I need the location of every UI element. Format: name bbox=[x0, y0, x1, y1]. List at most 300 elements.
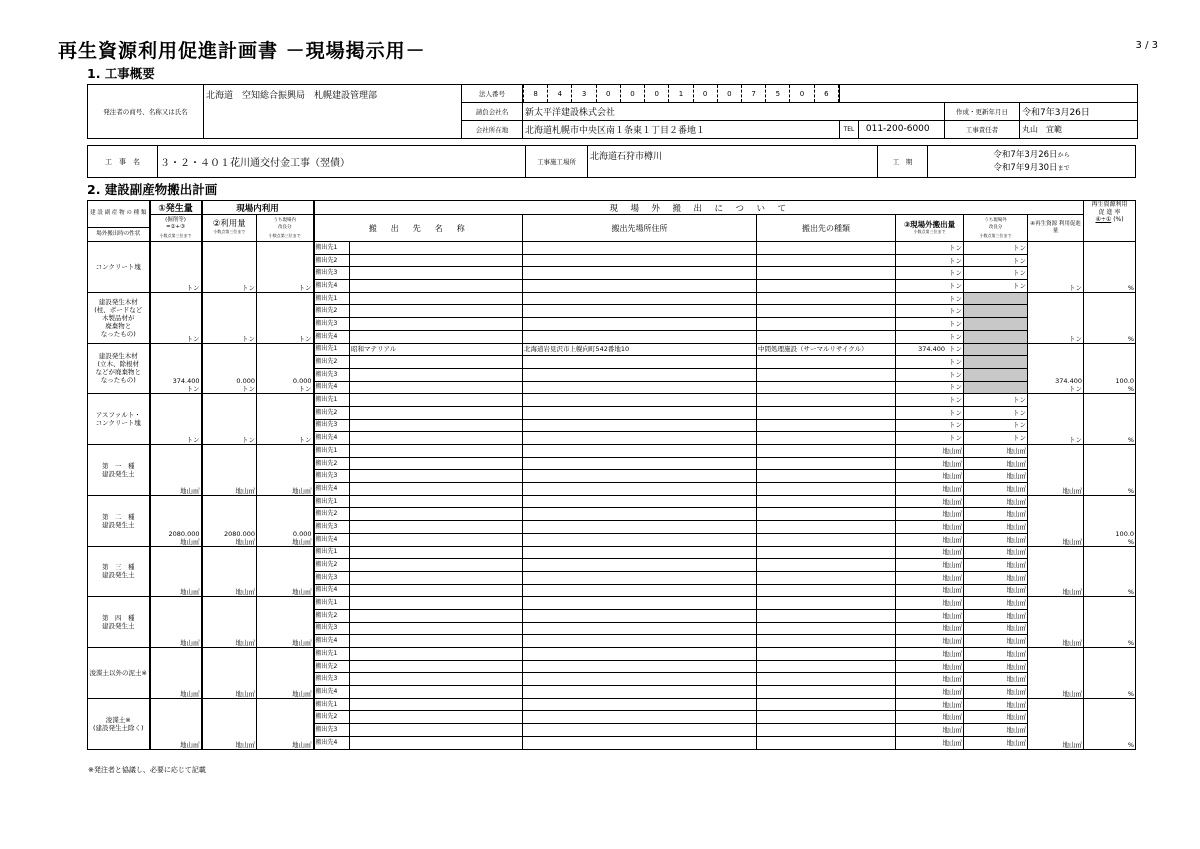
unit-label: 地山㎥ bbox=[942, 624, 963, 633]
reuse-value: 0.000 bbox=[292, 377, 312, 386]
dest-type bbox=[757, 609, 896, 622]
dest-label: 搬出先3 bbox=[314, 571, 350, 584]
dest-type bbox=[757, 495, 896, 508]
col-gen-sub: (掘削等) =②+③ 小数点第三位まで bbox=[150, 215, 202, 242]
dest-name bbox=[350, 470, 523, 483]
category-gen bbox=[150, 648, 202, 699]
unit-label: 地山㎥ bbox=[180, 639, 200, 647]
gen-value: 2080.000 bbox=[168, 529, 200, 538]
unit-label: 地山㎥ bbox=[942, 637, 963, 646]
out-amount bbox=[896, 305, 964, 318]
unit-label: 地山㎥ bbox=[292, 537, 312, 546]
dest-name bbox=[350, 508, 523, 521]
dest-address bbox=[523, 622, 757, 635]
dest-label: 搬出先3 bbox=[314, 724, 350, 737]
dest-address bbox=[523, 330, 757, 343]
dest-name bbox=[350, 660, 523, 673]
out-amount bbox=[896, 673, 964, 686]
out-amount bbox=[896, 609, 964, 622]
dest-label: 搬出先3 bbox=[314, 622, 350, 635]
dest-type bbox=[757, 698, 896, 711]
dest-type bbox=[757, 559, 896, 572]
rate-value bbox=[1084, 394, 1136, 445]
manager-name: 丸山 宜範 bbox=[1020, 121, 1138, 139]
col-use-header: ②利用量 小数点第三位まで bbox=[202, 215, 257, 242]
unit-label: 地山㎥ bbox=[942, 446, 963, 455]
dest-label: 搬出先2 bbox=[314, 457, 350, 470]
manager-label: 工事責任者 bbox=[945, 121, 1020, 139]
improve-amount: 地山㎥ bbox=[964, 521, 1028, 534]
improve-amount: 地山㎥ bbox=[964, 495, 1028, 508]
company-address: 北海道札幌市中央区南１条東１丁目２番地１ bbox=[523, 121, 840, 139]
out-amount bbox=[896, 698, 964, 711]
unit-label: トン bbox=[949, 281, 963, 290]
dest-label: 搬出先2 bbox=[314, 711, 350, 724]
dest-address bbox=[523, 521, 757, 534]
out-amount bbox=[896, 470, 964, 483]
unit-label: 地山㎥ bbox=[1062, 740, 1083, 749]
dest-name bbox=[350, 673, 523, 686]
percent-symbol: % bbox=[1127, 436, 1135, 444]
dest-address: 北海道岩見沢市上幌向町542番地10 bbox=[523, 343, 757, 356]
improve-amount bbox=[964, 356, 1028, 369]
recycle-amount bbox=[1028, 292, 1084, 343]
dest-name bbox=[350, 521, 523, 534]
percent-symbol: % bbox=[1127, 385, 1135, 394]
gen-value: 374.400 bbox=[172, 377, 200, 386]
unit-label: 地山㎥ bbox=[942, 649, 963, 658]
out-amount bbox=[896, 242, 964, 255]
out-amount bbox=[896, 381, 964, 394]
dest-type bbox=[757, 622, 896, 635]
dest-label: 搬出先4 bbox=[314, 736, 350, 749]
unit-label: トン bbox=[1069, 436, 1083, 444]
col-out-header: ③現場外搬出量 小数点第三位まで bbox=[896, 215, 964, 242]
dest-label: 搬出先2 bbox=[314, 660, 350, 673]
dest-label: 搬出先3 bbox=[314, 419, 350, 432]
unit-label: 地山㎥ bbox=[942, 599, 963, 608]
improve-amount: トン bbox=[964, 267, 1028, 280]
out-amount bbox=[896, 660, 964, 673]
dest-type bbox=[757, 533, 896, 546]
dest-type bbox=[757, 330, 896, 343]
dest-address bbox=[523, 559, 757, 572]
improve-amount: 地山㎥ bbox=[964, 635, 1028, 648]
out-amount bbox=[896, 686, 964, 699]
category-reuse bbox=[257, 394, 314, 445]
out-amount bbox=[896, 394, 964, 407]
dest-address bbox=[523, 686, 757, 699]
unit-label: トン bbox=[242, 385, 255, 394]
dest-address bbox=[523, 571, 757, 584]
dest-name bbox=[350, 305, 523, 318]
unit-label: 地山㎥ bbox=[1062, 537, 1083, 546]
dest-address bbox=[523, 635, 757, 648]
dest-type bbox=[757, 736, 896, 749]
address-label: 会社所在地 bbox=[462, 121, 523, 139]
category-gen bbox=[150, 445, 202, 496]
out-amount bbox=[896, 292, 964, 305]
dest-row bbox=[88, 292, 1136, 305]
dest-type bbox=[757, 280, 896, 293]
dest-name bbox=[350, 495, 523, 508]
work-overview-table bbox=[87, 84, 1138, 139]
corp-no-digit: 0 bbox=[790, 85, 814, 102]
dest-label: 搬出先3 bbox=[314, 267, 350, 280]
category-name: 浚渫土※ (建設発生土除く) bbox=[88, 698, 150, 749]
period-from: から bbox=[1057, 151, 1070, 159]
dest-type bbox=[757, 483, 896, 496]
dest-label: 搬出先3 bbox=[314, 368, 350, 381]
unit-label: 地山㎥ bbox=[292, 486, 312, 495]
improve-amount: 地山㎥ bbox=[964, 597, 1028, 610]
dest-type bbox=[757, 711, 896, 724]
dest-row bbox=[88, 648, 1136, 661]
dest-name bbox=[350, 559, 523, 572]
improve-amount bbox=[964, 381, 1028, 394]
category-name: 第 四 種 建設発生土 bbox=[88, 597, 150, 648]
category-use bbox=[202, 242, 257, 293]
category-reuse bbox=[257, 495, 314, 546]
unit-label: トン bbox=[1069, 385, 1083, 394]
col-rate-formula: ④÷① bbox=[1095, 216, 1112, 223]
unit-label: 地山㎥ bbox=[235, 588, 255, 597]
dest-type bbox=[757, 470, 896, 483]
out-amount bbox=[896, 584, 964, 597]
percent-symbol: % bbox=[1127, 537, 1135, 546]
dest-type bbox=[757, 660, 896, 673]
dest-address bbox=[523, 508, 757, 521]
unit-label: 地山㎥ bbox=[942, 510, 963, 519]
corp-no-label: 法人番号 bbox=[462, 85, 523, 103]
rate-value bbox=[1084, 597, 1136, 648]
work-name-label: 工 事 名 bbox=[88, 146, 158, 178]
unit-label: 地山㎥ bbox=[1062, 639, 1083, 647]
col-gen-header: ①発生量 bbox=[150, 201, 202, 215]
out-amount bbox=[896, 368, 964, 381]
dest-type bbox=[757, 686, 896, 699]
rate-number: 100.0 bbox=[1115, 377, 1135, 386]
dest-address bbox=[523, 381, 757, 394]
dest-name bbox=[350, 356, 523, 369]
dest-address bbox=[523, 242, 757, 255]
unit-label: トン bbox=[949, 294, 963, 303]
dest-label: 搬出先1 bbox=[314, 495, 350, 508]
recycle-amount bbox=[1028, 343, 1084, 394]
improve-amount: トン bbox=[964, 280, 1028, 293]
dest-address bbox=[523, 368, 757, 381]
category-reuse bbox=[257, 597, 314, 648]
unit-label: 地山㎥ bbox=[180, 689, 200, 698]
period-label: 工 期 bbox=[878, 146, 928, 178]
col-improve-header: うち現場外 改良分 小数点第三位まで bbox=[964, 215, 1028, 242]
out-amount bbox=[896, 533, 964, 546]
category-gen bbox=[150, 242, 202, 293]
dest-label: 搬出先1 bbox=[314, 546, 350, 559]
dest-address bbox=[523, 394, 757, 407]
dest-address bbox=[523, 457, 757, 470]
dest-type bbox=[757, 597, 896, 610]
dest-name bbox=[350, 571, 523, 584]
improve-amount bbox=[964, 330, 1028, 343]
percent-symbol: % bbox=[1127, 740, 1135, 749]
dest-label: 搬出先2 bbox=[314, 508, 350, 521]
dest-name bbox=[350, 419, 523, 432]
dest-name bbox=[350, 686, 523, 699]
category-gen bbox=[150, 698, 202, 749]
unit-label: トン bbox=[298, 436, 312, 444]
improve-amount: 地山㎥ bbox=[964, 445, 1028, 458]
dest-address bbox=[523, 406, 757, 419]
unit-label: 地山㎥ bbox=[942, 548, 963, 557]
rate-value bbox=[1084, 242, 1136, 293]
category-use bbox=[202, 495, 257, 546]
unit-label: 地山㎥ bbox=[180, 486, 200, 495]
category-gen bbox=[150, 292, 202, 343]
unit-label: 地山㎥ bbox=[1062, 689, 1083, 698]
recycle-amount bbox=[1028, 242, 1084, 293]
unit-label: トン bbox=[298, 385, 312, 394]
dest-name bbox=[350, 445, 523, 458]
tel-number: 011-200-6000 bbox=[865, 124, 930, 134]
out-amount bbox=[896, 521, 964, 534]
dest-type bbox=[757, 368, 896, 381]
dest-name bbox=[350, 457, 523, 470]
use-value: 0.000 bbox=[236, 377, 255, 386]
improve-amount: 地山㎥ bbox=[964, 622, 1028, 635]
dest-label: 搬出先1 bbox=[314, 394, 350, 407]
percent-symbol: % bbox=[1127, 689, 1135, 698]
unit-label: 地山㎥ bbox=[942, 561, 963, 570]
byproduct-plan-table bbox=[87, 200, 1136, 750]
corp-no-digit: 0 bbox=[693, 85, 717, 102]
out-amount bbox=[896, 267, 964, 280]
out-amount bbox=[896, 483, 964, 496]
dest-label: 搬出先1 bbox=[314, 343, 350, 356]
section-title-overview: 1. 工事概要 bbox=[87, 66, 155, 81]
dest-type bbox=[757, 584, 896, 597]
dest-name bbox=[350, 267, 523, 280]
category-name: 第 三 種 建設発生土 bbox=[88, 546, 150, 597]
out-amount bbox=[896, 318, 964, 331]
out-amount bbox=[896, 419, 964, 432]
dest-name: 昭和マテリアル bbox=[350, 343, 523, 356]
col-rate-title: 再生資源利用 促 進 率 bbox=[1091, 201, 1128, 216]
dest-label: 搬出先2 bbox=[314, 254, 350, 267]
dest-type bbox=[757, 457, 896, 470]
improve-amount: トン bbox=[964, 394, 1028, 407]
out-amount bbox=[896, 356, 964, 369]
update-date: 令和7年3月26日 bbox=[1020, 103, 1138, 121]
improve-amount: 地山㎥ bbox=[964, 609, 1028, 622]
unit-label: トン bbox=[242, 436, 255, 444]
date-label: 作成・更新年月日 bbox=[945, 103, 1020, 121]
improve-amount: 地山㎥ bbox=[964, 457, 1028, 470]
unit-label: 地山㎥ bbox=[235, 639, 255, 647]
improve-amount: 地山㎥ bbox=[964, 559, 1028, 572]
dest-label: 搬出先4 bbox=[314, 635, 350, 648]
out-amount bbox=[896, 445, 964, 458]
dest-name bbox=[350, 318, 523, 331]
dest-type bbox=[757, 635, 896, 648]
out-amount bbox=[896, 406, 964, 419]
rate-value bbox=[1084, 698, 1136, 749]
improve-amount: 地山㎥ bbox=[964, 546, 1028, 559]
unit-label: トン bbox=[298, 334, 312, 343]
unit-label: 地山㎥ bbox=[942, 700, 963, 709]
unit-label: トン bbox=[186, 334, 200, 343]
dest-type bbox=[757, 292, 896, 305]
unit-label: 地山㎥ bbox=[942, 611, 963, 620]
dest-name bbox=[350, 584, 523, 597]
improve-amount: 地山㎥ bbox=[964, 698, 1028, 711]
unit-label: 地山㎥ bbox=[942, 586, 963, 595]
category-use bbox=[202, 394, 257, 445]
unit-label: トン bbox=[186, 436, 200, 444]
dest-label: 搬出先4 bbox=[314, 381, 350, 394]
dest-address bbox=[523, 648, 757, 661]
footnote: ※発注者と協議し、必要に応じて記載 bbox=[88, 766, 206, 774]
improve-amount: 地山㎥ bbox=[964, 533, 1028, 546]
corp-no-digit: 5 bbox=[766, 85, 790, 102]
improve-amount: トン bbox=[964, 242, 1028, 255]
work-detail-table bbox=[87, 145, 1136, 178]
out-amount bbox=[896, 559, 964, 572]
rate-value bbox=[1084, 445, 1136, 496]
recycle-value: 374.400 bbox=[1055, 377, 1083, 386]
improve-amount: 地山㎥ bbox=[964, 660, 1028, 673]
out-amount bbox=[896, 736, 964, 749]
rate-value bbox=[1084, 546, 1136, 597]
category-gen bbox=[150, 597, 202, 648]
category-gen bbox=[150, 394, 202, 445]
col-dest-header: 搬 出 先 名 称 bbox=[314, 215, 523, 242]
dest-type bbox=[757, 356, 896, 369]
out-amount bbox=[896, 330, 964, 343]
percent-symbol: % bbox=[1127, 283, 1135, 292]
dest-label: 搬出先1 bbox=[314, 445, 350, 458]
corp-no-digit: 7 bbox=[741, 85, 765, 102]
dest-name bbox=[350, 711, 523, 724]
category-reuse bbox=[257, 343, 314, 394]
dest-label: 搬出先1 bbox=[314, 292, 350, 305]
unit-label: トン bbox=[186, 283, 200, 292]
unit-label: トン bbox=[949, 332, 963, 341]
dest-name bbox=[350, 546, 523, 559]
dest-label: 搬出先2 bbox=[314, 356, 350, 369]
dest-row bbox=[88, 546, 1136, 559]
client-name: 北海道 空知総合振興局 札幌建設管理部 bbox=[204, 85, 462, 139]
dest-address bbox=[523, 533, 757, 546]
improve-amount: 地山㎥ bbox=[964, 483, 1028, 496]
dest-label: 搬出先4 bbox=[314, 686, 350, 699]
unit-label: 地山㎥ bbox=[1062, 588, 1083, 597]
improve-amount: 地山㎥ bbox=[964, 724, 1028, 737]
out-amount bbox=[896, 508, 964, 521]
unit-label: 地山㎥ bbox=[180, 740, 200, 749]
out-amount bbox=[896, 711, 964, 724]
dest-name bbox=[350, 394, 523, 407]
dest-row bbox=[88, 495, 1136, 508]
percent-symbol: % bbox=[1127, 588, 1135, 597]
contractor-name: 新太平洋建設株式会社 bbox=[523, 103, 945, 121]
category-reuse bbox=[257, 698, 314, 749]
dest-label: 搬出先4 bbox=[314, 280, 350, 293]
corp-no bbox=[523, 85, 840, 103]
recycle-amount bbox=[1028, 648, 1084, 699]
percent-symbol: % bbox=[1127, 486, 1135, 495]
col-dest-addr-header: 搬出先場所住所 bbox=[523, 215, 757, 242]
dest-type bbox=[757, 546, 896, 559]
dest-name bbox=[350, 635, 523, 648]
unit-label: 地山㎥ bbox=[235, 486, 255, 495]
corp-no-digit: 0 bbox=[717, 85, 741, 102]
dest-type bbox=[757, 242, 896, 255]
unit-label: 地山㎥ bbox=[180, 537, 200, 546]
dest-type bbox=[757, 254, 896, 267]
improve-amount bbox=[964, 318, 1028, 331]
col-offsite-header: 現 場 外 搬 出 に つ い て bbox=[314, 201, 1084, 215]
out-amount bbox=[896, 343, 964, 356]
dest-type bbox=[757, 445, 896, 458]
dest-name bbox=[350, 242, 523, 255]
dest-name bbox=[350, 597, 523, 610]
dest-address bbox=[523, 292, 757, 305]
category-reuse bbox=[257, 292, 314, 343]
category-name: 浚渫土以外の泥土※ bbox=[88, 648, 150, 699]
improve-amount bbox=[964, 368, 1028, 381]
dest-name bbox=[350, 622, 523, 635]
improve-amount: 地山㎥ bbox=[964, 508, 1028, 521]
dest-type bbox=[757, 419, 896, 432]
dest-row bbox=[88, 445, 1136, 458]
improve-amount: 地山㎥ bbox=[964, 584, 1028, 597]
category-gen bbox=[150, 495, 202, 546]
dest-name bbox=[350, 736, 523, 749]
use-value: 2080.000 bbox=[223, 529, 255, 538]
out-amount bbox=[896, 648, 964, 661]
dest-type bbox=[757, 571, 896, 584]
unit-label: トン bbox=[186, 385, 200, 394]
dest-address bbox=[523, 609, 757, 622]
col-property-header: 場外搬出時の性状 bbox=[88, 228, 150, 242]
improve-amount: 地山㎥ bbox=[964, 673, 1028, 686]
dest-type bbox=[757, 432, 896, 445]
percent-symbol: % bbox=[1127, 334, 1135, 343]
dest-address bbox=[523, 470, 757, 483]
category-name: アスファルト・ コンクリート塊 bbox=[88, 394, 150, 445]
dest-type bbox=[757, 406, 896, 419]
recycle-amount bbox=[1028, 597, 1084, 648]
corp-no-digit: 6 bbox=[814, 85, 838, 102]
corp-no-digit: 3 bbox=[572, 85, 596, 102]
improve-amount: トン bbox=[964, 432, 1028, 445]
dest-row bbox=[88, 242, 1136, 255]
dest-type: 中間処理施設（サーマルリサイクル） bbox=[757, 343, 896, 356]
dest-label: 搬出先1 bbox=[314, 648, 350, 661]
out-amount bbox=[896, 635, 964, 648]
out-amount bbox=[896, 495, 964, 508]
category-use bbox=[202, 546, 257, 597]
rate-value bbox=[1084, 292, 1136, 343]
dest-name bbox=[350, 724, 523, 737]
dest-label: 搬出先2 bbox=[314, 559, 350, 572]
page-number: 3 / 3 bbox=[1135, 40, 1158, 51]
category-use bbox=[202, 698, 257, 749]
unit-label: 地山㎥ bbox=[180, 588, 200, 597]
unit-label: 地山㎥ bbox=[942, 535, 963, 544]
dest-label: 搬出先4 bbox=[314, 584, 350, 597]
